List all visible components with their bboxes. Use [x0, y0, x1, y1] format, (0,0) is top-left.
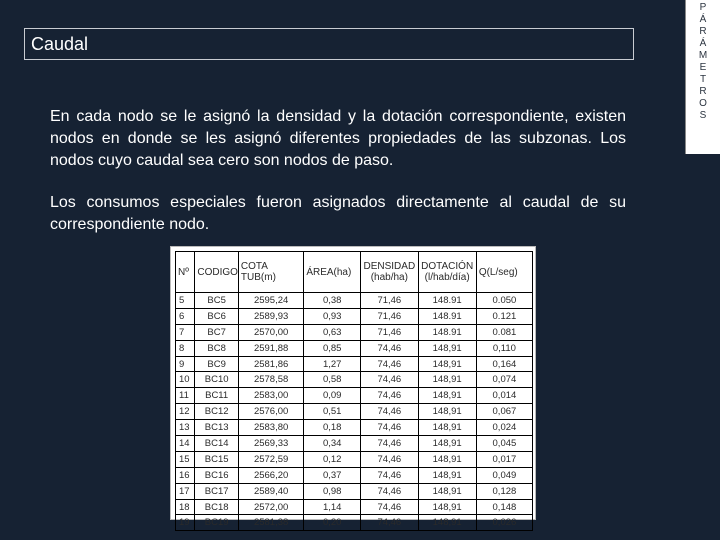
cell-number: 5 [176, 293, 195, 309]
cell-density: 74,46 [361, 356, 418, 372]
table-row [176, 420, 533, 436]
paragraph-special-consumption: Los consumos especiales fueron asignados directamente al caudal de su correspondiente nodo. [50, 194, 626, 233]
cell-code: BC13 [195, 420, 239, 436]
cell-allocation: 148,91 [418, 404, 476, 420]
cell-flow: 0,024 [476, 420, 532, 436]
cell-density: 74,46 [361, 467, 418, 483]
cell-number: 19 [176, 515, 195, 531]
cell-area: 0,63 [304, 324, 361, 340]
side-letter: E [699, 62, 707, 73]
table-row [176, 483, 533, 499]
cell-number: 18 [176, 499, 195, 515]
cell-density: 74,46 [361, 515, 418, 531]
cell-code: BC5 [195, 293, 239, 309]
cell-code: BC6 [195, 308, 239, 324]
flow-table-image [170, 246, 536, 529]
cell-number: 12 [176, 404, 195, 420]
cell-density: 74,46 [361, 340, 418, 356]
cell-code: BC14 [195, 436, 239, 452]
cell-allocation: 148.91 [418, 308, 476, 324]
cell-pipe-elevation: 2570,00 [238, 324, 303, 340]
paragraph-density: En cada nodo se le asignó la densidad y la dotación correspondiente, existen nodos en donde se les asignó diferentes propiedades de las subzonas. Los nodos cuyo caudal sea cero son nodos de paso. [50, 108, 626, 169]
side-letter: R [699, 86, 707, 97]
side-letter: O [699, 98, 707, 109]
cell-allocation: 148,91 [418, 420, 476, 436]
table-row [176, 404, 533, 420]
side-letter: S [699, 110, 707, 121]
cell-allocation: 148,91 [418, 467, 476, 483]
cell-allocation: 148,91 [418, 372, 476, 388]
header-density: DENSIDAD (hab/ha) [361, 252, 418, 293]
side-letter: R [699, 26, 707, 37]
side-letter: Á [699, 38, 707, 49]
cell-allocation: 148,91 [418, 499, 476, 515]
cell-pipe-elevation: 2576,00 [238, 404, 303, 420]
cell-pipe-elevation: 2566,20 [238, 467, 303, 483]
flow-table [175, 251, 533, 531]
cell-code: BC8 [195, 340, 239, 356]
title-box [24, 28, 634, 60]
cell-flow: 0,045 [476, 436, 532, 452]
cell-code: BC7 [195, 324, 239, 340]
cell-flow: 0,026 [476, 515, 532, 531]
cell-area: 0,51 [304, 404, 361, 420]
cell-density: 74,46 [361, 436, 418, 452]
cell-pipe-elevation: 2578,58 [238, 372, 303, 388]
cell-pipe-elevation: 2581,38 [238, 515, 303, 531]
cell-density: 71,46 [361, 324, 418, 340]
table-row [176, 293, 533, 309]
cell-pipe-elevation: 2595,24 [238, 293, 303, 309]
cell-area: 0,09 [304, 388, 361, 404]
cell-flow: 0,014 [476, 388, 532, 404]
cell-allocation: 148,91 [418, 451, 476, 467]
cell-area: 0,98 [304, 483, 361, 499]
cell-area: 0,85 [304, 340, 361, 356]
cell-area: 1,14 [304, 499, 361, 515]
table-row [176, 340, 533, 356]
cell-number: 16 [176, 467, 195, 483]
slide-title: Caudal [31, 34, 89, 54]
cell-flow: 0,164 [476, 356, 532, 372]
cell-pipe-elevation: 2581,86 [238, 356, 303, 372]
cell-area: 1,27 [304, 356, 361, 372]
cell-number: 6 [176, 308, 195, 324]
cell-flow: 0.121 [476, 308, 532, 324]
cell-code: BC15 [195, 451, 239, 467]
cell-flow: 0,067 [476, 404, 532, 420]
cell-code: BC16 [195, 467, 239, 483]
cell-number: 11 [176, 388, 195, 404]
side-letter: P [699, 2, 707, 13]
cell-code: BC12 [195, 404, 239, 420]
cell-density: 74,46 [361, 404, 418, 420]
cell-number: 17 [176, 483, 195, 499]
cell-density: 74,46 [361, 483, 418, 499]
cell-pipe-elevation: 2583,00 [238, 388, 303, 404]
cell-flow: 0,049 [476, 467, 532, 483]
table-row [176, 499, 533, 515]
table-row [176, 356, 533, 372]
cell-flow: 0.050 [476, 293, 532, 309]
side-label-parametros [686, 2, 720, 122]
side-letter: T [699, 74, 707, 85]
cell-pipe-elevation: 2589,40 [238, 483, 303, 499]
cell-flow: 0,110 [476, 340, 532, 356]
cell-number: 10 [176, 372, 195, 388]
cell-pipe-elevation: 2589,93 [238, 308, 303, 324]
cell-number: 9 [176, 356, 195, 372]
cell-allocation: 148,91 [418, 340, 476, 356]
side-panel [685, 0, 720, 154]
cell-code: BC11 [195, 388, 239, 404]
header-pipe-elevation: COTA TUB(m) [238, 252, 303, 293]
cell-pipe-elevation: 2569,33 [238, 436, 303, 452]
cell-code: BC10 [195, 372, 239, 388]
cell-allocation: 148,91 [418, 388, 476, 404]
cell-code: BC9 [195, 356, 239, 372]
cell-flow: 0,148 [476, 499, 532, 515]
cell-area: 0,20 [304, 515, 361, 531]
cell-allocation: 148,91 [418, 356, 476, 372]
cell-code: BC19 [195, 515, 239, 531]
cell-density: 74,46 [361, 372, 418, 388]
table-row [176, 467, 533, 483]
cell-pipe-elevation: 2591,88 [238, 340, 303, 356]
table-row [176, 451, 533, 467]
header-allocation: DOTACIÓN (l/hab/día) [418, 252, 476, 293]
cell-area: 0,34 [304, 436, 361, 452]
cell-area: 0,12 [304, 451, 361, 467]
side-letter: Á [699, 14, 707, 25]
table-row [176, 388, 533, 404]
header-flow: Q(L/seg) [476, 252, 532, 293]
cell-flow: 0,128 [476, 483, 532, 499]
cell-code: BC17 [195, 483, 239, 499]
cell-number: 14 [176, 436, 195, 452]
cell-allocation: 148,91 [418, 436, 476, 452]
table-row [176, 372, 533, 388]
cell-area: 0,38 [304, 293, 361, 309]
table-row [176, 308, 533, 324]
table-header-row [176, 252, 533, 293]
cell-density: 74,46 [361, 451, 418, 467]
cell-density: 74,46 [361, 388, 418, 404]
table-row [176, 515, 533, 531]
cell-area: 0,58 [304, 372, 361, 388]
cell-flow: 0,017 [476, 451, 532, 467]
cell-number: 8 [176, 340, 195, 356]
header-number: Nº [176, 252, 195, 293]
cell-area: 0,93 [304, 308, 361, 324]
cell-pipe-elevation: 2572,00 [238, 499, 303, 515]
cell-allocation: 148,91 [418, 483, 476, 499]
cell-allocation: 148.91 [418, 293, 476, 309]
cell-number: 13 [176, 420, 195, 436]
cell-density: 71,46 [361, 293, 418, 309]
cell-allocation: 148.91 [418, 324, 476, 340]
cell-number: 15 [176, 451, 195, 467]
cell-code: BC18 [195, 499, 239, 515]
side-letter: M [698, 50, 708, 61]
cell-pipe-elevation: 2583,80 [238, 420, 303, 436]
cell-pipe-elevation: 2572,59 [238, 451, 303, 467]
cell-area: 0,18 [304, 420, 361, 436]
cell-density: 74,46 [361, 499, 418, 515]
table-row [176, 436, 533, 452]
cell-allocation: 148,91 [418, 515, 476, 531]
cell-density: 74,46 [361, 420, 418, 436]
cell-flow: 0,074 [476, 372, 532, 388]
table-row [176, 324, 533, 340]
cell-density: 71,46 [361, 308, 418, 324]
cell-number: 7 [176, 324, 195, 340]
header-area: ÁREA(ha) [304, 252, 361, 293]
header-code: CODIGO [195, 252, 239, 293]
cell-area: 0,37 [304, 467, 361, 483]
cell-flow: 0.081 [476, 324, 532, 340]
